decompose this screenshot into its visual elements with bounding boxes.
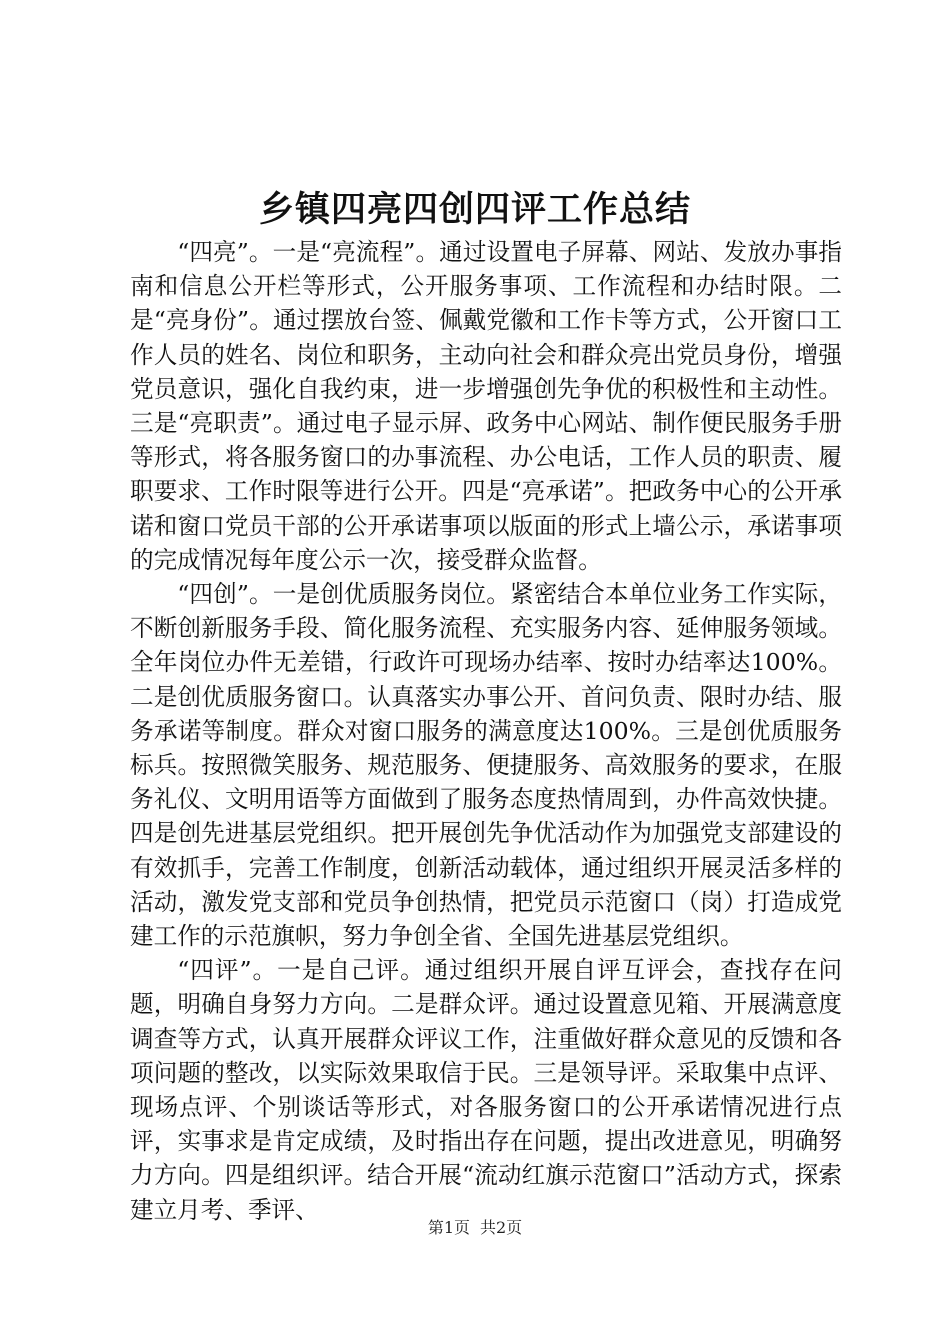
document-title: 乡镇四亮四创四评工作总结 — [258, 190, 691, 230]
paragraph-si-liang: “四亮”。一是“亮流程”。通过设置电子屏幕、网站、发放办事指南和信息公开栏等形式，公开服务事项、工作流程和办结时限。二是“亮身份”。通过摆放台签、佩戴党徽和工作卡等方式，公开窗口工作人员的姓名、岗位和职务，主动向社会和群众亮出党员身份，增强党员意识，强化自我约束，进一步增强创先争优的积极性和主动性。三是“亮职责”。通过电子显示屏、政务中心网站、制作便民服务手册等形式，将各服务窗口的办事流程、办公电话，工作人员的职责、履职要求、工作时限等进行公开。四是“亮承诺”。把政务中心的公开承诺和窗口党员干部的公开承诺事项以版面的形式上墙公示，承诺事项的完成情况每年度公示一次，接受群众监督。 — [130, 238, 842, 574]
paragraph-si-chuang: “四创”。一是创优质服务岗位。紧密结合本单位业务工作实际，不断创新服务手段、简化服务流程、充实服务内容、延伸服务领域。全年岗位办件无差错，行政许可现场办结率、按时办结率达100%。二是创优质服务窗口。认真落实办事公开、首问负责、限时办结、服务承诺等制度。群众对窗口服务的满意度达100%。三是创优质服务标兵。按照微笑服务、规范服务、便捷服务、高效服务的要求，在服务礼仪、文明用语等方面做到了服务态度热情周到，办件高效快捷。四是创先进基层党组织。把开展创先争优活动作为加强党支部建设的有效抓手，完善工作制度，创新活动载体，通过组织开展灵活多样的活动，激发党支部和党员争创热情，把党员示范窗口（岗）打造成党建工作的示范旗帜，努力争创全省、全国先进基层党组织。 — [130, 580, 842, 951]
paragraph-si-ping: “四评”。一是自己评。通过组织开展自评互评会，查找存在问题，明确自身努力方向。二是群众评。通过设置意见箱、开展满意度调查等方式，认真开展群众评议工作，注重做好群众意见的反馈和各项问题的整改，以实际效果取信于民。三是领导评。采取集中点评、现场点评、个别谈话等形式，对各服务窗口的公开承诺情况进行点评，实事求是肯定成绩，及时指出存在问题，提出改进意见，明确努力方向。四是组织评。结合开展“流动红旗示范窗口”活动方式，探索建立月考、季评、 — [130, 956, 842, 1224]
page-number: 第1页 — [427, 1218, 470, 1237]
page-footer — [0, 1218, 950, 1238]
document-body — [130, 235, 842, 1227]
page-total: 共2页 — [480, 1218, 523, 1237]
